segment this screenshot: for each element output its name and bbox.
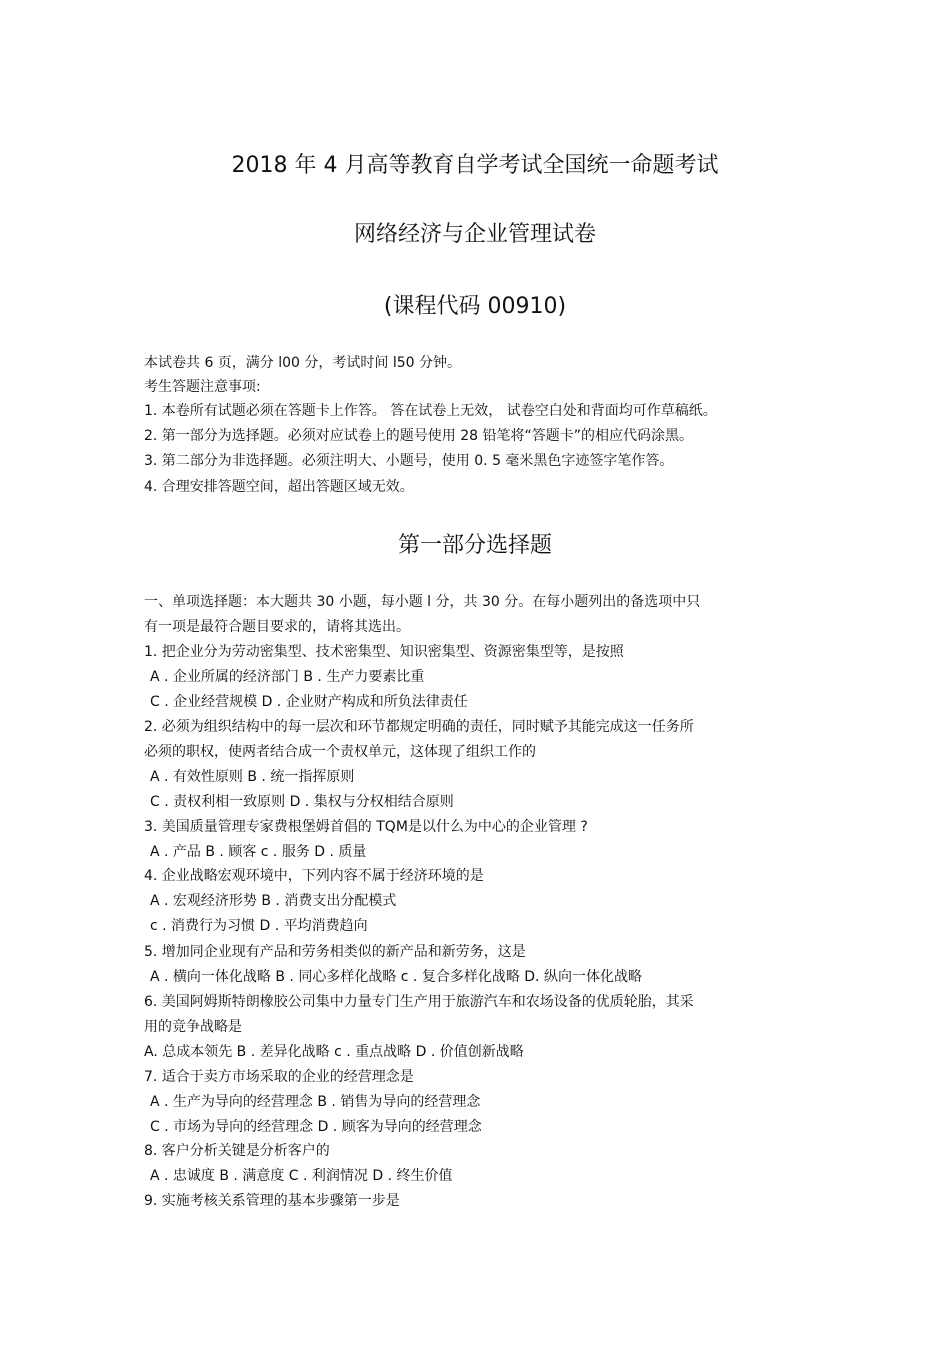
note-item: 4. 合理安排答题空间，超出答题区域无效。 bbox=[144, 479, 414, 495]
question-stem: 5. 增加同企业现有产品和劳务相类似的新产品和新劳务，这是 bbox=[144, 944, 526, 960]
notes-heading: 考生答题注意事项: bbox=[144, 379, 261, 395]
question-stem: 必须的职权，使两者结合成一个责权单元，这体现了组织工作的 bbox=[144, 744, 536, 760]
question-options: C . 责权利相一致原则 D . 集权与分权相结合原则 bbox=[150, 794, 454, 810]
section-instruction: 一、单项选择题：本大题共 30 小题，每小题 l 分，共 30 分。在每小题列出的备选项中只 bbox=[144, 594, 701, 610]
exam-info: 本试卷共 6 页，满分 l00 分，考试时间 l50 分钟。 bbox=[144, 355, 462, 371]
paper-title: 网络经济与企业管理试卷 bbox=[353, 222, 596, 247]
question-options: A . 生产为导向的经营理念 B . 销售为导向的经营理念 bbox=[150, 1094, 481, 1110]
course-code: (课程代码 00910) bbox=[383, 294, 567, 319]
question-options: A. 总成本领先 B . 差异化战略 c . 重点战略 D . 价值创新战略 bbox=[144, 1044, 524, 1060]
question-stem: 3. 美国质量管理专家费根堡姆首倡的 TQM是以什么为中心的企业管理 ? bbox=[144, 819, 588, 835]
exam-title: 2018 年 4 月高等教育自学考试全国统一命题考试 bbox=[231, 153, 719, 178]
note-item: 2. 第一部分为选择题。必须对应试卷上的题号使用 28 铅笔将“答题卡”的相应代码涂黑。 bbox=[144, 428, 694, 444]
question-stem: 7. 适合于卖方市场采取的企业的经营理念是 bbox=[144, 1069, 414, 1085]
note-item: 3. 第二部分为非选择题。必须注明大、小题号，使用 0. 5 毫米黑色字迹签字笔作答。 bbox=[144, 453, 674, 469]
question-stem: 9. 实施考核关系管理的基本步骤第一步是 bbox=[144, 1193, 400, 1209]
question-stem: 用的竞争战略是 bbox=[144, 1019, 242, 1035]
question-options: A . 产品 B . 顾客 c . 服务 D . 质量 bbox=[150, 844, 367, 860]
question-stem: 2. 必须为组织结构中的每一层次和环节都规定明确的责任，同时赋予其能完成这一任务所 bbox=[144, 719, 694, 735]
question-stem: 4. 企业战略宏观环境中，下列内容不属于经济环境的是 bbox=[144, 868, 484, 884]
question-options: A . 企业所属的经济部门 B . 生产力要素比重 bbox=[150, 669, 425, 685]
section-heading: 第一部分选择题 bbox=[397, 533, 552, 558]
question-options: c . 消费行为习惯 D . 平均消费趋向 bbox=[150, 918, 368, 934]
question-options: C . 企业经营规模 D . 企业财产构成和所负法律责任 bbox=[150, 694, 468, 710]
note-item: 1. 本卷所有试题必须在答题卡上作答。 答在试卷上无效， 试卷空白处和背面均可作草稿纸。 bbox=[144, 403, 717, 419]
question-options: A . 有效性原则 B . 统一指挥原则 bbox=[150, 769, 355, 785]
question-options: A . 忠诚度 B . 满意度 C . 利润情况 D . 终生价值 bbox=[150, 1168, 453, 1184]
question-stem: 1. 把企业分为劳动密集型、技术密集型、知识密集型、资源密集型等，是按照 bbox=[144, 644, 624, 660]
question-stem: 6. 美国阿姆斯特朗橡胶公司集中力量专门生产用于旅游汽车和农场设备的优质轮胎，其采 bbox=[144, 994, 694, 1010]
section-instruction: 有一项是最符合题目要求的，请将其选出。 bbox=[144, 619, 410, 635]
question-stem: 8. 客户分析关键是分析客户的 bbox=[144, 1143, 330, 1159]
question-options: A . 横向一体化战略 B . 同心多样化战略 c . 复合多样化战略 D. 纵向一体化战略 bbox=[150, 969, 642, 985]
question-options: C . 市场为导向的经营理念 D . 顾客为导向的经营理念 bbox=[150, 1119, 482, 1135]
question-options: A . 宏观经济形势 B . 消费支出分配模式 bbox=[150, 893, 397, 909]
